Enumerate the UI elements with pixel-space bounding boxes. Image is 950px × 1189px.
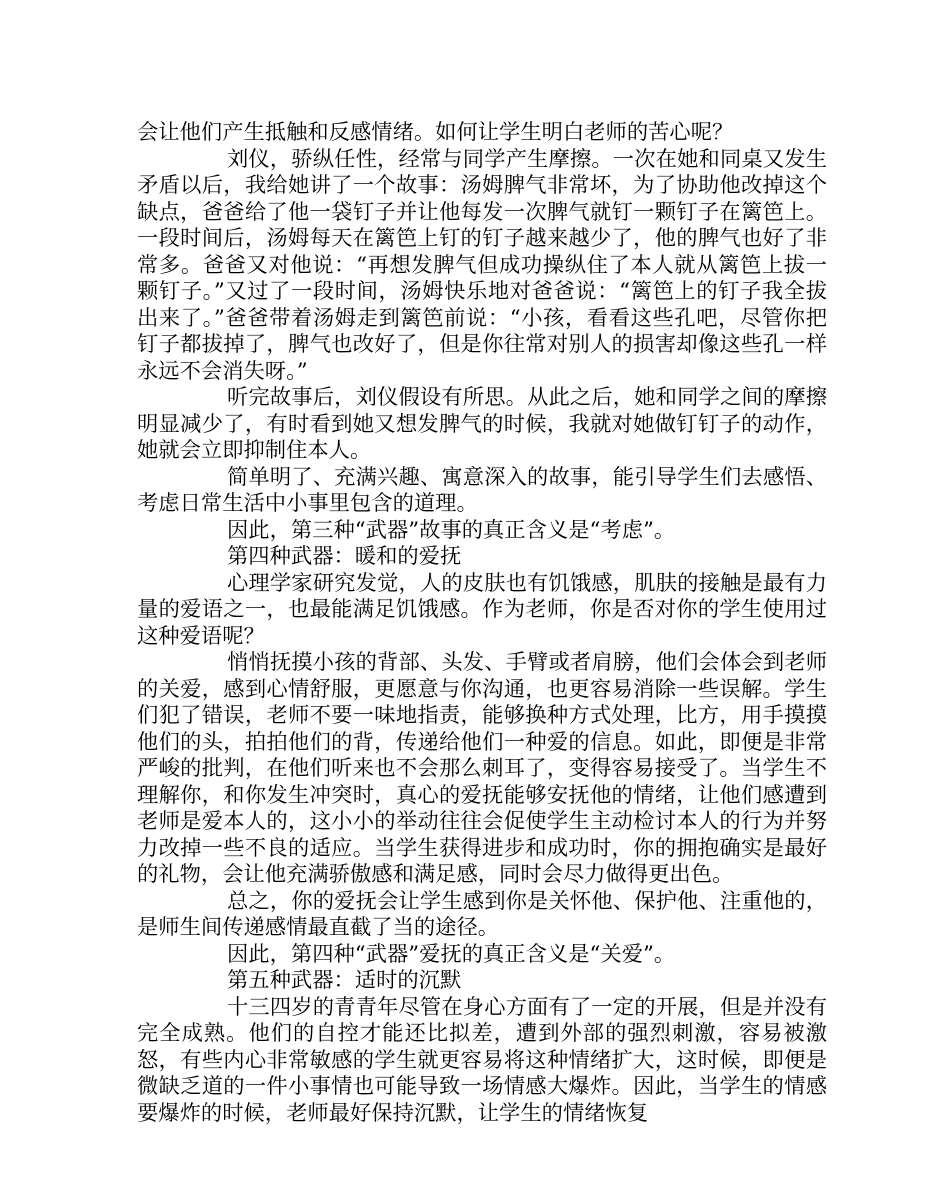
paragraph-7: 心理学家研究发觉，人的皮肤也有饥饿感，肌肤的接触是最有力量的爱语之一，也最能满足饥饿感。作为老师，你是否对你的学生使用过这种爱语呢？ — [137, 570, 827, 649]
paragraph-3: 听完故事后，刘仪假设有所思。从此之后，她和同学之间的摩擦明显减少了，有时看到她又想发脾气的时候，我就对她做钉钉子的动作，她就会立即抑制住本人。 — [137, 385, 827, 463]
paragraph-12: 十三四岁的青青年尽管在身心方面有了一定的开展，但是并没有完全成熟。他们的自控才能还比拟差，遭到外部的强烈刺激，容易被激怒，有些内心非常敏感的学生就更容易将这种情绪扩大，这时候，即便是微缺乏道的一件小事情也可能导致一场情感大爆炸。因此，当学生的情感要爆炸的时候，老师最好保持沉默，让学生的情绪恢复 — [137, 994, 827, 1126]
paragraph-5: 因此，第三种“武器”故事的真正含义是“考虑”。 — [227, 517, 676, 543]
paragraph-8: 悄悄抚摸小孩的背部、头发、手臂或者肩膀，他们会体会到老师的关爱，感到心情舒服，更愿意与你沟通，也更容易消除一些误解。学生们犯了错误，老师不要一味地指责，能够换种方式处理，比方，用手摸摸他们的头，拍拍他们的背，传递给他们一种爱的信息。如此，即便是非常严峻的批判，在他们听来也不会那么刺耳了，变得容易接受了。当学生不理解你，和你发生冲突时，真心的爱抚能够安抚他的情绪，让他们感遭到老师是爱本人的，这小小的举动往往会促使学生主动检讨本人的行为并努力改掉一些不良的适应。当学生获得进步和成功时，你的拥抱确实是最好的礼物，会让他充满骄傲感和满足感，同时会尽力做得更出色。 — [137, 650, 827, 887]
paragraph-1: 会让他们产生抵触和反感情绪。如何让学生明白老师的苦心呢？ — [137, 120, 734, 145]
section-heading-4: 第四种武器：暖和的爱抚 — [227, 544, 462, 569]
paragraph-2: 刘仪，骄纵任性，经常与同学产生摩擦。一次在她和同桌又发生矛盾以后，我给她讲了一个故事：汤姆脾气非常坏，为了协助他改掉这个缺点，爸爸给了他一袋钉子并让他每发一次脾气就钉一颗钉子在篱笆上。一段时间后，汤姆每天在篱笆上钉的钉子越来越少了，他的脾气也好了非常多。爸爸又对他说：“再想发脾气但成功操纵住了本人就从篱笆上拔一颗钉子。”又过了一段时间，汤姆快乐地对爸爸说：“篱笆上的钉子我全拔出来了。”爸爸带着汤姆走到篱笆前说：“小孩，看看这些孔吧，尽管你把钉子都拔掉了，脾气也改好了，但是你往常对别人的损害却像这些孔一样永远不会消失呀。” — [137, 146, 827, 384]
paragraph-10: 因此，第四种“武器”爱抚的真正含义是“关爱”。 — [227, 941, 676, 967]
document-page — [137, 120, 827, 1127]
section-heading-5: 第五种武器：适时的沉默 — [227, 968, 462, 993]
paragraph-4: 简单明了、充满兴趣、寓意深入的故事，能引导学生们去感悟、考虑日常生活中小事里包含的道理。 — [137, 464, 827, 516]
paragraph-9: 总之，你的爱抚会让学生感到你是关怀他、保护他、注重他的，是师生间传递感情最直截了当的途径。 — [137, 888, 827, 940]
